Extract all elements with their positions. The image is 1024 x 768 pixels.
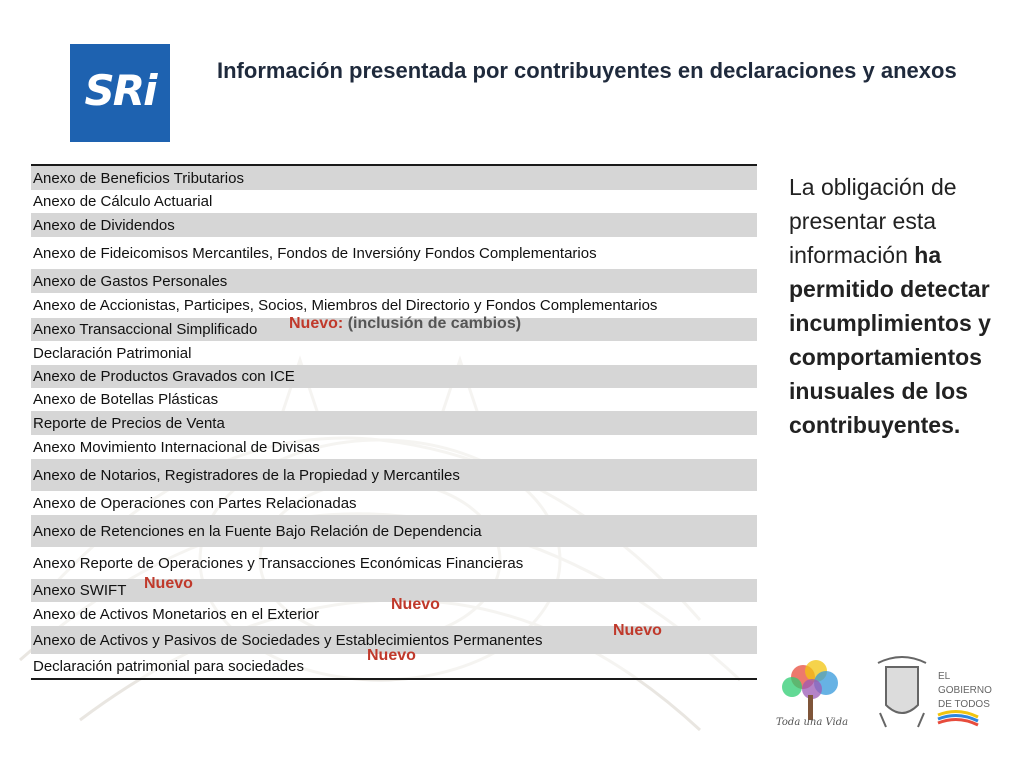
table-row bbox=[31, 547, 757, 579]
table-row bbox=[31, 365, 757, 388]
new-badge-text: Nuevo bbox=[613, 622, 662, 639]
toda-una-vida-logo bbox=[776, 660, 848, 728]
new-badge bbox=[144, 575, 193, 593]
toda-una-vida-text: Toda una Vida bbox=[776, 717, 849, 728]
new-badge-text: Nuevo: bbox=[289, 315, 344, 332]
row-label: Anexo de Fideicomisos Mercantiles, Fondos de Inversióny Fondos Complementarios bbox=[33, 244, 597, 262]
badge-extra-text: (inclusión de cambios) bbox=[347, 315, 522, 332]
row-label: Anexo de Accionistas, Participes, Socios, Miembros del Directorio y Fondos Complementarios bbox=[33, 297, 658, 314]
table-row bbox=[31, 269, 757, 293]
table-row bbox=[31, 491, 757, 515]
row-label: Anexo de Activos y Pasivos de Sociedades y Establecimientos Permanentes bbox=[33, 631, 543, 649]
table-row bbox=[31, 213, 757, 237]
new-badge-text: Nuevo bbox=[391, 596, 440, 613]
row-label: Anexo de Activos Monetarios en el Exterior bbox=[33, 605, 319, 623]
row-label: Anexo de Dividendos bbox=[33, 216, 175, 234]
footer-logos bbox=[768, 655, 1018, 735]
table-row bbox=[31, 435, 757, 459]
gobierno-line3: DE TODOS bbox=[938, 699, 990, 710]
new-badge bbox=[289, 315, 521, 333]
row-label: Anexo de Retenciones en la Fuente Bajo Relación de Dependencia bbox=[33, 522, 482, 540]
new-badge bbox=[613, 622, 662, 640]
table-row bbox=[31, 411, 757, 435]
new-badge-text: Nuevo bbox=[367, 647, 416, 664]
gobierno-line1: EL bbox=[938, 671, 951, 682]
row-label: Declaración patrimonial para sociedades bbox=[33, 657, 304, 675]
row-label: Anexo de Operaciones con Partes Relacionadas bbox=[33, 494, 357, 512]
table-row bbox=[31, 237, 757, 269]
row-label: Anexo de Productos Gravados con ICE bbox=[33, 368, 295, 385]
table-row bbox=[31, 190, 757, 213]
row-label: Anexo SWIFT bbox=[33, 582, 127, 599]
sri-logo bbox=[70, 44, 170, 142]
row-label: Anexo de Notarios, Registradores de la Propiedad y Mercantiles bbox=[33, 466, 460, 484]
row-label: Anexo de Beneficios Tributarios bbox=[33, 169, 244, 187]
table-row bbox=[31, 341, 757, 365]
row-label: Reporte de Precios de Venta bbox=[33, 414, 225, 432]
row-label: Anexo de Gastos Personales bbox=[33, 272, 228, 290]
row-label: Anexo Transaccional Simplificado bbox=[33, 321, 258, 338]
side-text-plain: La obligación de presentar esta información bbox=[789, 174, 957, 268]
row-label: Declaración Patrimonial bbox=[33, 344, 192, 362]
table-row bbox=[31, 388, 757, 411]
page-title: Información presentada por contribuyentes en declaraciones y anexos bbox=[217, 58, 957, 83]
annex-table bbox=[31, 164, 757, 680]
side-text-bold: ha permitido detectar incumplimientos y comportamientos inusuales de los contribuyentes. bbox=[789, 242, 991, 438]
gobierno-line2: GOBIERNO bbox=[938, 685, 992, 696]
new-badge bbox=[391, 596, 440, 614]
row-label: Anexo Movimiento Internacional de Divisas bbox=[33, 438, 320, 456]
table-row bbox=[31, 315, 757, 341]
row-label: Anexo Reporte de Operaciones y Transacciones Económicas Financieras bbox=[33, 554, 524, 572]
table-row bbox=[31, 459, 757, 491]
table-row bbox=[31, 515, 757, 547]
table-row bbox=[31, 166, 757, 190]
coat-of-arms-icon bbox=[878, 657, 926, 727]
row-label: Anexo de Cálculo Actuarial bbox=[33, 193, 213, 210]
new-badge bbox=[367, 647, 416, 665]
side-statement bbox=[789, 170, 1019, 442]
row-label: Anexo de Botellas Plásticas bbox=[33, 391, 219, 408]
new-badge-text: Nuevo bbox=[144, 575, 193, 592]
table-row bbox=[31, 647, 757, 678]
sri-logo-text: SRi bbox=[84, 66, 156, 115]
